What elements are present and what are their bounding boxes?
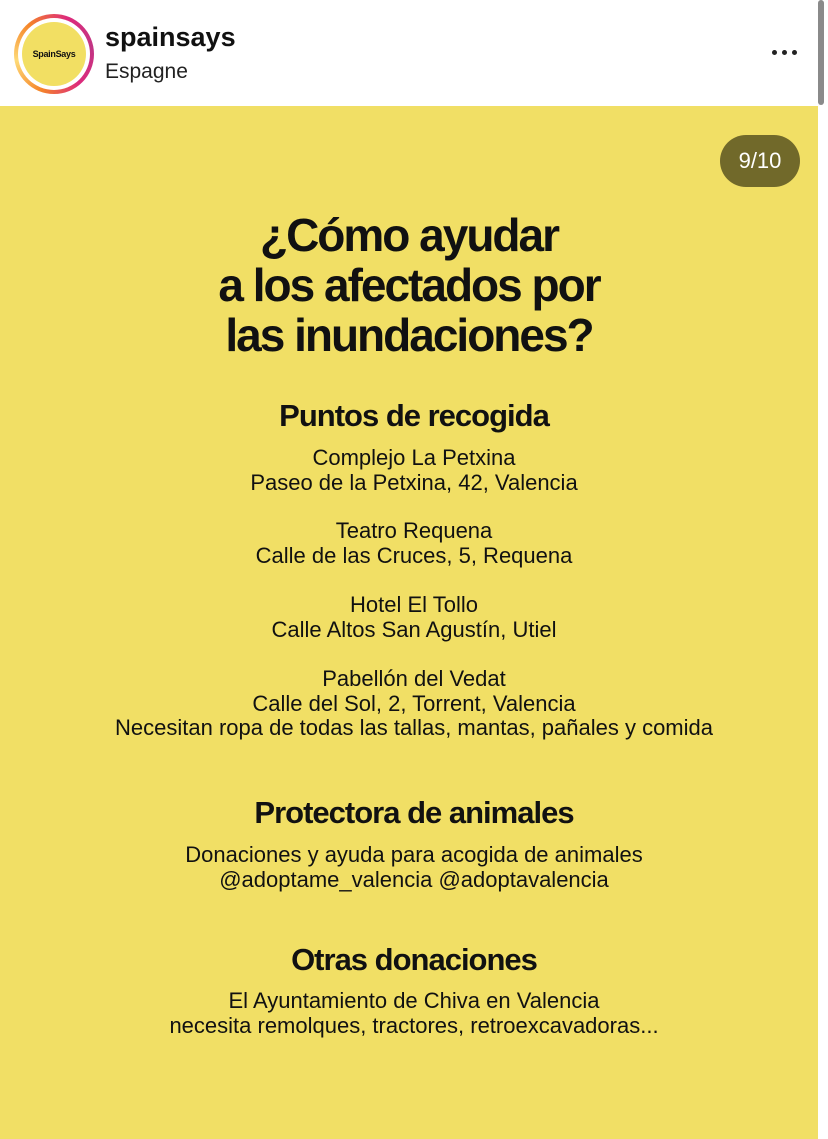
text-line: Complejo La Petxina <box>312 445 516 470</box>
avatar-logo: SpainSays <box>22 22 86 86</box>
location-link[interactable]: Espagne <box>105 60 188 83</box>
text-line: Teatro Requena <box>335 518 493 543</box>
section-heading-other-donations: Otras donaciones <box>291 942 537 977</box>
post-title-line-3: las inundaciones? <box>225 309 593 361</box>
post-header <box>0 0 828 106</box>
text-line: Calle de las Cruces, 5, Requena <box>255 543 573 568</box>
text-line: Donaciones y ayuda para acogida de animales <box>185 842 643 867</box>
section-heading-animal-shelter: Protectora de animales <box>254 795 574 830</box>
section-heading-collection-points: Puntos de recogida <box>279 398 549 433</box>
username-link[interactable]: spainsays <box>105 22 236 52</box>
text-line: Hotel El Tollo <box>350 592 478 617</box>
post-title-line-1: ¿Cómo ayudar <box>259 209 559 261</box>
text-line: Paseo de la Petxina, 42, Valencia <box>250 470 578 495</box>
more-horizontal-icon <box>772 50 797 55</box>
text-line: Calle del Sol, 2, Torrent, Valencia <box>252 691 576 716</box>
more-options-button[interactable] <box>764 36 804 68</box>
text-line: El Ayuntamiento de Chiva en Valencia <box>228 988 600 1013</box>
avatar[interactable] <box>14 14 94 94</box>
text-line: Calle Altos San Agustín, Utiel <box>271 617 557 642</box>
text-line: @adoptame_valencia @adoptavalencia <box>219 867 609 892</box>
text-line: Pabellón del Vedat <box>322 666 506 691</box>
slide-counter-badge: 9/10 <box>720 135 800 187</box>
post-title-line-2: a los afectados por <box>218 259 600 311</box>
scrollbar[interactable] <box>818 0 824 105</box>
text-line: necesita remolques, tractores, retroexcavadoras... <box>169 1013 659 1038</box>
text-line: Necesitan ropa de todas las tallas, mantas, pañales y comida <box>115 715 713 740</box>
